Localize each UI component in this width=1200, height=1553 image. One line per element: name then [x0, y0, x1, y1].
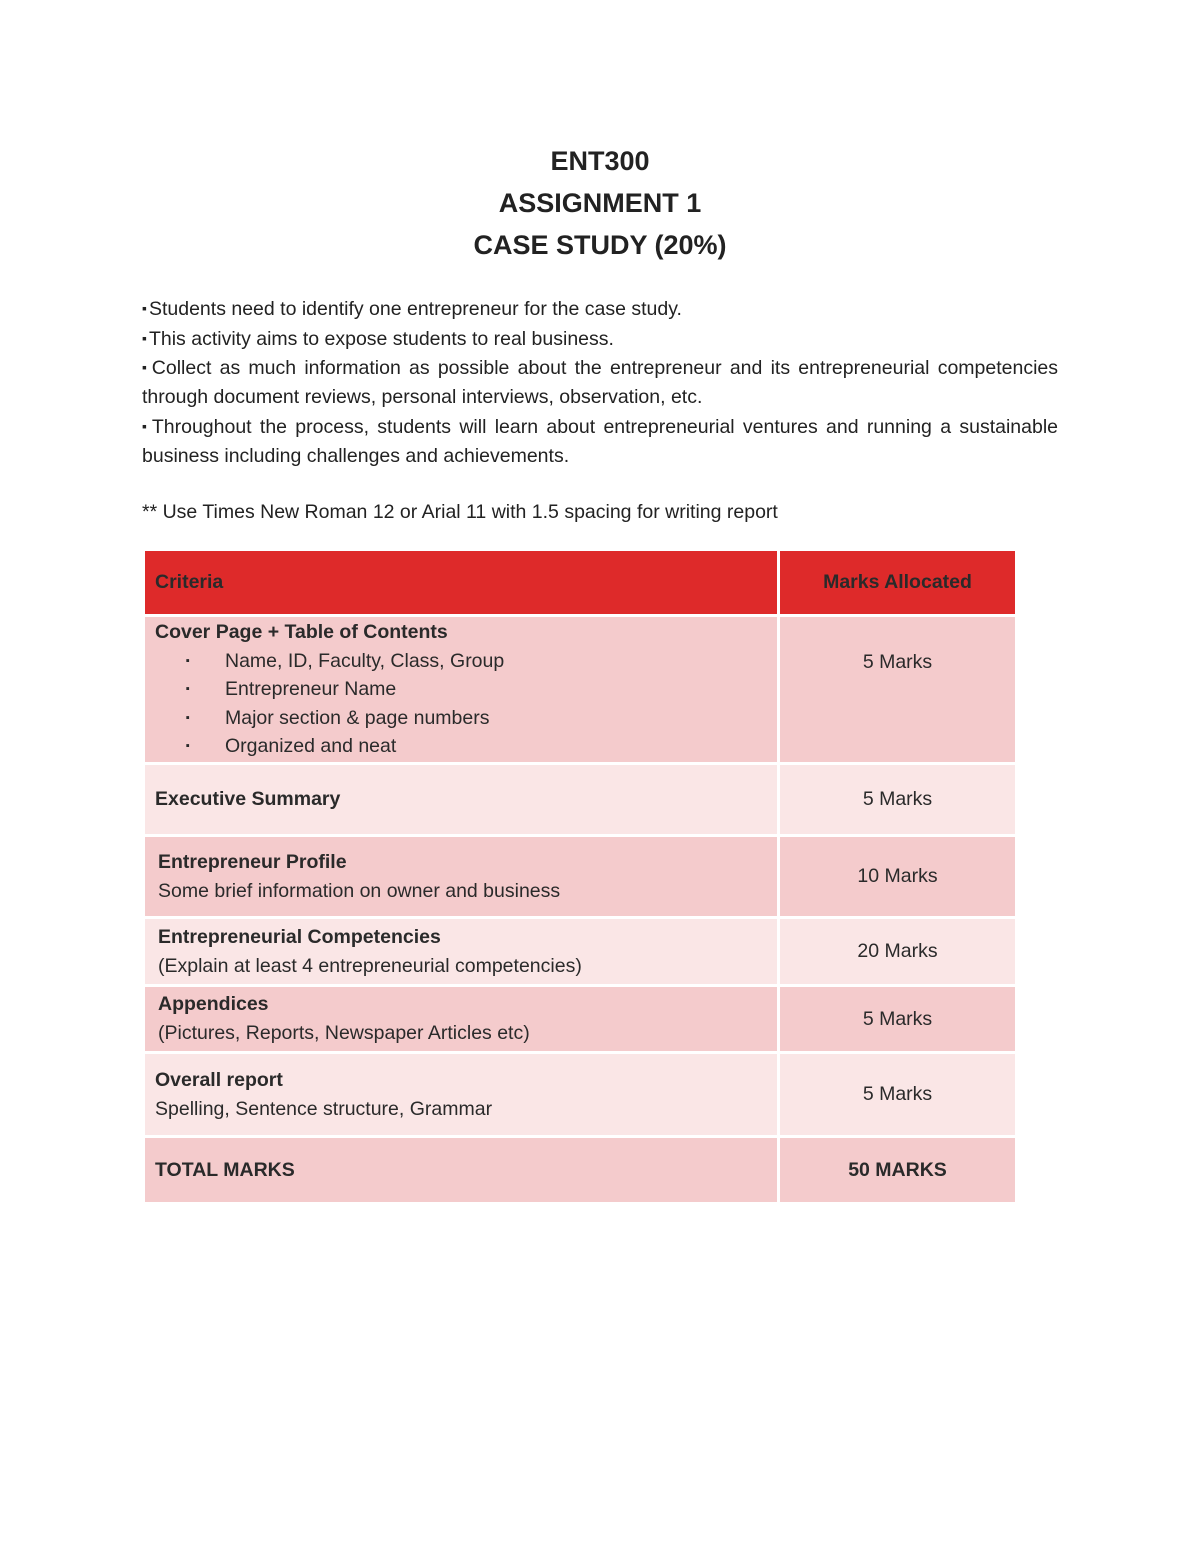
table-row	[144, 986, 1017, 1053]
table-row	[144, 764, 1017, 836]
instruction-bullet: ▪ This activity aims to expose students to real business.	[142, 327, 614, 350]
marks-cell: 10 Marks	[779, 836, 1017, 918]
criteria-description: (Explain at least 4 entrepreneurial competencies)	[158, 954, 582, 977]
table-row	[144, 616, 1017, 764]
criteria-title: Executive Summary	[155, 788, 341, 811]
total-label: TOTAL MARKS	[144, 1137, 779, 1204]
marks-cell: 20 Marks	[779, 918, 1017, 986]
criteria-cell	[144, 616, 779, 764]
instruction-bullet: ▪ Throughout the process, students will learn about entrepreneurial ventures and running a sustainable business including challenges and achievements.	[142, 415, 1058, 467]
marks-cell: 5 Marks	[779, 1053, 1017, 1137]
criteria-description: (Pictures, Reports, Newspaper Articles etc)	[158, 1022, 530, 1044]
instructions	[142, 294, 1058, 526]
criteria-header: Criteria	[144, 550, 779, 616]
case-study-title: CASE STUDY (20%)	[473, 230, 727, 260]
criteria-title: Entrepreneurial Competencies	[158, 925, 441, 948]
course-code: ENT300	[550, 146, 650, 176]
instruction-bullet: ▪ Students need to identify one entrepreneur for the case study.	[142, 298, 682, 320]
marks-cell: 5 Marks	[779, 616, 1017, 764]
criteria-cell	[144, 1053, 779, 1137]
assignment-title: ASSIGNMENT 1	[498, 188, 702, 218]
list-item: · Major section & page numbers	[185, 704, 767, 733]
criteria-cell	[144, 836, 779, 918]
marking-rubric-table	[142, 548, 1018, 1205]
list-item: · Organized and neat	[185, 732, 767, 761]
title-block	[0, 140, 1200, 266]
criteria-title: Entrepreneur Profile	[158, 850, 347, 873]
criteria-title: Overall report	[155, 1068, 283, 1091]
instruction-bullet: ▪ Collect as much information as possible about the entrepreneur and its entrepreneurial competencies through document reviews, personal interviews, observation, etc.	[142, 357, 1059, 409]
total-row	[144, 1137, 1017, 1204]
bullet-marker: ▪	[142, 417, 150, 434]
criteria-cell	[144, 764, 779, 836]
criteria-description: Some brief information on owner and business	[158, 879, 561, 902]
criteria-title: Appendices	[158, 993, 269, 1016]
criteria-title: Cover Page + Table of Contents	[155, 621, 448, 644]
table-row	[144, 918, 1017, 986]
total-marks: 50 MARKS	[779, 1137, 1017, 1204]
criteria-cell	[144, 918, 779, 986]
bullet-marker: ▪	[142, 329, 147, 346]
sub-item-list	[155, 647, 767, 761]
formatting-note: ** Use Times New Roman 12 or Arial 11 with 1.5 spacing for writing report	[142, 501, 778, 524]
marks-cell: 5 Marks	[779, 986, 1017, 1053]
marks-cell: 5 Marks	[779, 764, 1017, 836]
table-header-row	[144, 550, 1017, 616]
bullet-marker: ▪	[142, 359, 150, 376]
list-item: · Entrepreneur Name	[185, 675, 767, 704]
table-row	[144, 1053, 1017, 1137]
criteria-cell	[144, 986, 779, 1053]
criteria-description: Spelling, Sentence structure, Grammar	[155, 1097, 493, 1120]
table-row	[144, 836, 1017, 918]
list-item: · Name, ID, Faculty, Class, Group	[185, 647, 767, 676]
marks-header: Marks Allocated	[779, 550, 1017, 616]
bullet-marker: ▪	[142, 300, 147, 316]
